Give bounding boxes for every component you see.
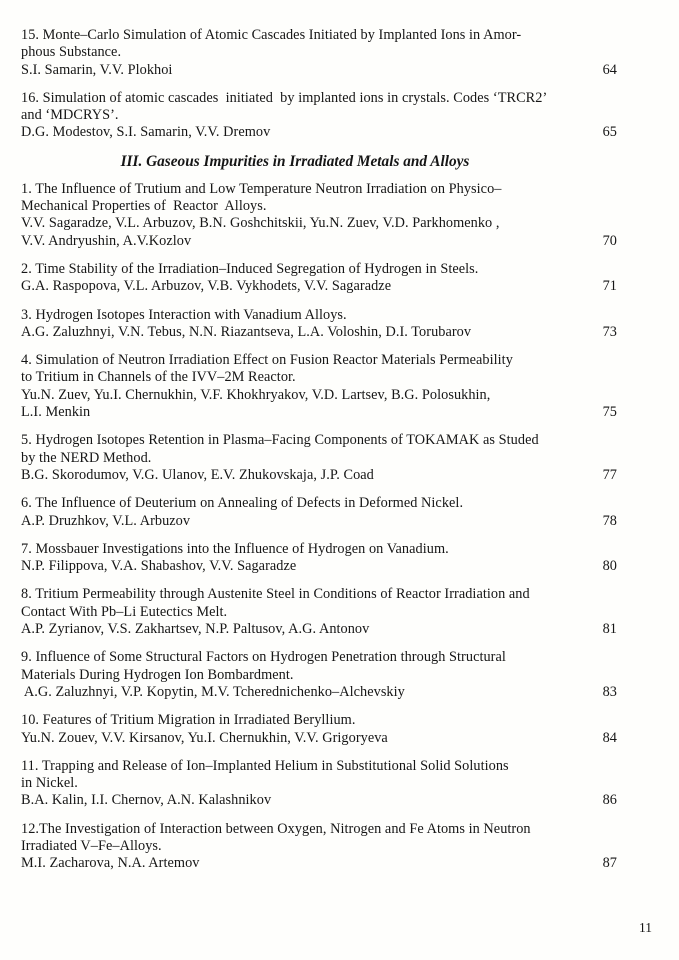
entry-authors: N.P. Filippova, V.A. Shabashov, V.V. Sagaradze: [21, 558, 297, 575]
entry-authors: D.G. Modestov, S.I. Samarin, V.V. Dremov: [21, 124, 271, 141]
entry-title-line: 8. Tritium Permeability through Austenite Steel in Conditions of Reactor Irradiation and: [21, 586, 530, 603]
entry-page-number: 78: [602, 512, 617, 529]
section-heading: III. Gaseous Impurities in Irradiated Metals and Alloys: [120, 152, 470, 170]
entry-title-line: 16. Simulation of atomic cascades initiated by implanted ions in crystals. Codes ‘TRCR2’: [21, 89, 548, 106]
entry-page-number: 83: [602, 683, 617, 700]
entry-authors-line: [21, 792, 617, 809]
entry-authors: B.A. Kalin, I.I. Chernov, A.N. Kalashnikov: [21, 792, 272, 809]
entry-title-line: Mechanical Properties of Reactor Alloys.: [21, 198, 267, 215]
entry-title-line: to Tritium in Channels of the IVV–2M Reactor.: [21, 369, 296, 386]
toc-entry: [21, 821, 617, 873]
entry-title-line: 4. Simulation of Neutron Irradiation Effect on Fusion Reactor Materials Permeability: [21, 352, 513, 369]
entry-title-line: 5. Hydrogen Isotopes Retention in Plasma–Facing Components of TOKAMAK as Studed: [21, 432, 539, 449]
toc-entry: [21, 27, 617, 79]
entry-authors: L.I. Menkin: [21, 404, 91, 421]
entry-authors-line: [21, 62, 617, 79]
toc-entry: [21, 495, 617, 530]
entry-authors: S.I. Samarin, V.V. Plokhoi: [21, 61, 173, 78]
page-number: 11: [639, 920, 652, 935]
entry-title-line: 9. Influence of Some Structural Factors on Hydrogen Penetration through Structural: [21, 649, 506, 666]
entry-authors: B.G. Skorodumov, V.G. Ulanov, E.V. Zhukovskaja, J.P. Coad: [21, 466, 374, 483]
entry-page-number: 65: [602, 124, 617, 141]
entry-page-number: 70: [602, 232, 617, 249]
entry-title-line: and ‘MDCRYS’.: [21, 107, 119, 124]
toc-entry: [21, 90, 617, 142]
entry-authors: V.V. Andryushin, A.V.Kozlov: [21, 232, 192, 249]
entry-page-number: 87: [602, 855, 617, 872]
entry-authors-line: [21, 855, 617, 872]
entry-authors-line: [21, 467, 617, 484]
entry-page-number: 71: [602, 278, 617, 295]
entry-title-line: 7. Mossbauer Investigations into the Influence of Hydrogen on Vanadium.: [21, 540, 449, 557]
entry-page-number: 84: [602, 729, 617, 746]
entry-authors-line: [21, 278, 617, 295]
entry-authors-line: [21, 730, 617, 747]
entry-authors-line: [21, 387, 617, 404]
toc-entry: [21, 181, 617, 250]
entry-authors-line: [21, 513, 617, 530]
entry-title-line: 12.The Investigation of Interaction between Oxygen, Nitrogen and Fe Atoms in Neutron: [21, 820, 531, 837]
entry-page-number: 81: [602, 621, 617, 638]
entry-authors-line: [21, 233, 617, 250]
toc-entry: [21, 432, 617, 484]
toc-entries-before-section: [21, 27, 617, 142]
entry-authors: M.I. Zacharova, N.A. Artemov: [21, 855, 200, 872]
entry-authors: V.V. Sagaradze, V.L. Arbuzov, B.N. Goshchitskii, Yu.N. Zuev, V.D. Parkhomenko ,: [21, 215, 500, 232]
entry-page-number: 80: [602, 558, 617, 575]
toc-entries-section: [21, 181, 617, 873]
entry-authors: A.P. Zyrianov, V.S. Zakhartsev, N.P. Paltusov, A.G. Antonov: [21, 621, 370, 638]
entry-title-line: Materials During Hydrogen Ion Bombardment.: [21, 666, 294, 683]
entry-page-number: 77: [602, 466, 617, 483]
entry-authors-line: [21, 124, 617, 141]
entry-title-line: 3. Hydrogen Isotopes Interaction with Vanadium Alloys.: [21, 306, 347, 323]
toc-entry: [21, 758, 617, 810]
entry-title-line: 2. Time Stability of the Irradiation–Induced Segregation of Hydrogen in Steels.: [21, 260, 479, 277]
toc-content: [21, 27, 617, 884]
toc-entry: [21, 586, 617, 638]
entry-title-line: 11. Trapping and Release of Ion–Implanted Helium in Substitutional Solid Solutions: [21, 757, 509, 774]
entry-authors: Yu.N. Zuev, Yu.I. Chernukhin, V.F. Khokhryakov, V.D. Lartsev, B.G. Polosukhin,: [21, 386, 491, 403]
toc-entry: [21, 649, 617, 701]
entry-title-line: phous Substance.: [21, 44, 122, 61]
entry-title-line: 10. Features of Tritium Migration in Irradiated Beryllium.: [21, 712, 356, 729]
entry-title-line: 1. The Influence of Trutium and Low Temperature Neutron Irradiation on Physico–: [21, 180, 502, 197]
entry-authors-line: [21, 215, 617, 232]
entry-authors-line: [21, 621, 617, 638]
entry-authors-line: [21, 324, 617, 341]
entry-authors-line: [21, 558, 617, 575]
toc-entry: [21, 352, 617, 421]
toc-entry: [21, 261, 617, 296]
entry-authors-line: [21, 404, 617, 421]
entry-page-number: 64: [602, 61, 617, 78]
entry-page-number: 86: [602, 792, 617, 809]
entry-title-line: Contact With Pb–Li Eutectics Melt.: [21, 603, 228, 620]
entry-title-line: in Nickel.: [21, 775, 78, 792]
entry-authors: G.A. Raspopova, V.L. Arbuzov, V.B. Vykhodets, V.V. Sagaradze: [21, 278, 392, 295]
entry-page-number: 75: [602, 404, 617, 421]
entry-authors-line: [21, 684, 617, 701]
toc-entry: [21, 307, 617, 342]
entry-authors: A.G. Zaluzhnyi, V.P. Kopytin, M.V. Tcherednichenko–Alchevskiy: [21, 683, 405, 700]
entry-authors: A.P. Druzhkov, V.L. Arbuzov: [21, 512, 191, 529]
entry-authors: A.G. Zaluzhnyi, V.N. Tebus, N.N. Riazantseva, L.A. Voloshin, D.I. Torubarov: [21, 323, 472, 340]
toc-entry: [21, 712, 617, 747]
entry-page-number: 73: [602, 323, 617, 340]
entry-title-line: Irradiated V–Fe–Alloys.: [21, 837, 162, 854]
entry-authors: Yu.N. Zouev, V.V. Kirsanov, Yu.I. Chernukhin, V.V. Grigoryeva: [21, 729, 388, 746]
toc-entry: [21, 541, 617, 576]
entry-title-line: by the NERD Method.: [21, 449, 152, 466]
entry-title-line: 6. The Influence of Deuterium on Annealing of Defects in Deformed Nickel.: [21, 495, 464, 512]
entry-title-line: 15. Monte–Carlo Simulation of Atomic Cascades Initiated by Implanted Ions in Amor-: [21, 27, 522, 43]
